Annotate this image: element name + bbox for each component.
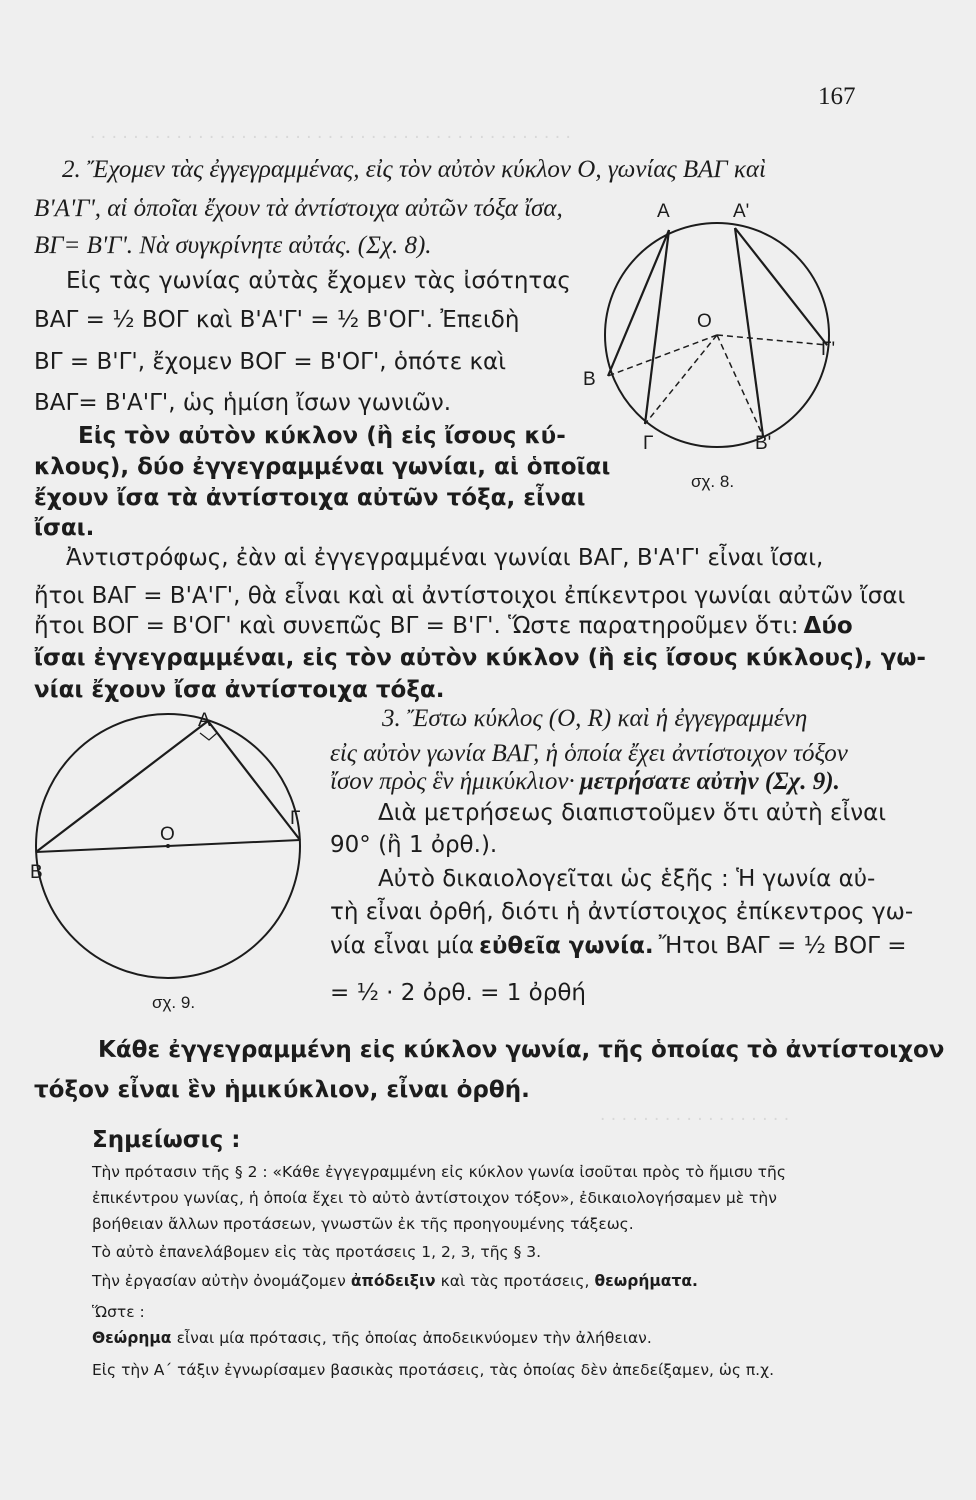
fig8-label-B: Β (583, 369, 596, 390)
remark-para5-mid: καὶ τὰς προτάσεις, (440, 1272, 590, 1290)
theorem2-line3: ἔχουν ἴσα τὰ ἀντίστοιχα αὐτῶν τόξα, εἶναι (34, 485, 586, 511)
figure-9 (28, 712, 328, 1022)
remark-para5 (92, 1271, 698, 1290)
problem2-line2: Β'Α'Γ', αἱ ὁποῖαι ἔχουν τὰ ἀντίστοιχα αὐτῶν τόξα ἴσα, (34, 195, 563, 222)
problem3-line5: 90° (ἢ 1 ὀρθ.). (330, 832, 498, 858)
converse-theorem-line1: ἴσαι ἐγγεγραμμέναι, εἰς τὸν αὐτὸν κύκλον (ἢ εἰς ἴσους κύκλους), γω- (34, 645, 926, 671)
theorem2-line2: κλους), δύο ἐγγεγραμμέναι γωνίαι, αἱ ὁποῖαι (34, 454, 611, 480)
fig8-caption: σχ. 8. (691, 472, 735, 491)
remark-definition-text: εἶναι μία πρότασις, τῆς ὁποίας ἀποδεικνύομεν τὴν ἀλήθειαν. (176, 1329, 652, 1347)
figure-8 (575, 195, 860, 505)
converse-line3-bold: Δύο (803, 613, 853, 639)
remark-para2: ἐπικέντρου γωνίας, ἡ ὁποία ἔχει τὸ αὐτὸ ἀντίστοιχον τόξον», ἐδικαιολογήσαμεν μὲ τὴν (92, 1189, 777, 1207)
converse-theorem-line2: νίαι ἔχουν ἴσα ἀντίστοιχα τόξα. (34, 677, 445, 703)
fig8-label-A: Α (657, 201, 670, 222)
bleed-through-text: · · · · · · · · · · · · · · · · · · · · · · · · · · · · · · · · · · · · · · · · · · · · · (90, 128, 571, 148)
remark-para1: Τὴν πρότασιν τῆς § 2 : «Κάθε ἐγγεγραμμένη εἰς κύκλον γωνία ἰσοῦται πρὸς τὸ ἥμισυ τῆς (92, 1163, 786, 1181)
problem3-line8 (330, 933, 906, 959)
fig9-label-G: Γ (290, 808, 301, 829)
remark-para3: βοήθειαν ἄλλων προτάσεων, γνωστῶν ἐκ τῆς προηγουμένης τάξεως. (92, 1215, 634, 1233)
problem3-line7: τὴ εἶναι ὀρθή, διότι ἡ ἀντίστοιχος ἐπίκεντρος γω- (330, 899, 914, 925)
fig8-radius-OB (608, 335, 717, 376)
bleed-through-text: · · · · · · · · · · · · · · · · · · (600, 1110, 790, 1130)
fig9-chord-AG (208, 721, 300, 840)
fig8-label-G2: Γ' (821, 339, 836, 360)
remark-term-proof: ἀπόδειξιν (350, 1272, 436, 1290)
remark-definition (92, 1328, 652, 1347)
fig8-radius-OG2 (717, 335, 827, 345)
fig8-label-O: Ο (697, 311, 712, 332)
remark-term-theorem: Θεώρημα (92, 1329, 172, 1347)
fig9-label-O: Ο (160, 824, 175, 845)
remark-para8: Εἰς τὴν Α΄ τάξιν ἐγνωρίσαμεν βασικὰς προτάσεις, τὰς ὁποίας δὲν ἀπεδείξαμεν, ὡς π.χ. (92, 1361, 774, 1379)
converse-line3-text: ἤτοι ΒΟΓ = Β'ΟΓ' καὶ συνεπῶς ΒΓ = Β'Γ'. Ὥστε παρατηροῦμεν ὅτι: (34, 613, 799, 639)
problem3-line8-eq: Ἤτοι ΒΑΓ = ½ ΒΟΓ = (658, 933, 907, 959)
problem3-line8-bold: εὐθεῖα γωνία. (479, 933, 654, 959)
problem2-line3: ΒΓ= Β'Γ'. Νὰ συγκρίνητε αὐτάς. (Σχ. 8). (34, 232, 432, 259)
fig8-radius-OG (645, 335, 717, 424)
problem3-line2: εἰς αὐτὸν γωνία ΒΑΓ, ἡ ὁποία ἔχει ἀντίστοιχον τόξον (330, 740, 848, 767)
problem3-line4: Διὰ μετρήσεως διαπιστοῦμεν ὅτι αὐτὴ εἶναι (378, 800, 887, 826)
problem2-equation2: ΒΓ = Β'Γ', ἔχομεν ΒΟΓ = Β'ΟΓ', ὁπότε καὶ (34, 349, 506, 375)
fig9-label-B: Β (30, 862, 43, 883)
problem2-line1: 2. Ἔχομεν τὰς ἐγγεγραμμένας, εἰς τὸν αὐτὸν κύκλον Ο, γωνίας ΒΑΓ καὶ (62, 156, 766, 183)
fig9-caption: σχ. 9. (152, 993, 196, 1012)
converse-line2: ἤτοι ΒΑΓ = Β'Α'Γ', θὰ εἶναι καὶ αἱ ἀντίστοιχοι ἐπίκεντροι γωνίαι αὐτῶν ἴσαι (34, 583, 906, 609)
converse-line3 (34, 613, 853, 639)
theorem2-line4: ἴσαι. (34, 515, 95, 541)
fig8-label-G: Γ (643, 433, 654, 454)
fig9-chord-AB (36, 721, 208, 852)
problem3-line1: 3. Ἔστω κύκλος (Ο, R) καὶ ἡ ἐγγεγραμμένη (382, 705, 808, 732)
problem2-equation1: ΒΑΓ = ½ ΒΟΓ καὶ Β'Α'Γ' = ½ Β'ΟΓ'. Ἐπειδὴ (34, 307, 520, 333)
fig8-label-A2: Α' (733, 201, 750, 222)
problem3-line6: Αὐτὸ δικαιολογεῖται ὡς ἑξῆς : Ἡ γωνία αὐ- (378, 866, 876, 892)
remark-term-theorems: θεωρήματα. (594, 1272, 698, 1290)
problem3-line3-text: ἴσον πρὸς ἓν ἡμικύκλιον· (330, 768, 575, 795)
remark-para4: Τὸ αὐτὸ ἐπανελάβομεν εἰς τὰς προτάσεις 1, 2, 3, τῆς § 3. (92, 1243, 542, 1261)
problem2-equation3: ΒΑΓ= Β'Α'Γ', ὡς ἡμίση ἴσων γωνιῶν. (34, 390, 452, 416)
fig9-right-angle-mark (200, 733, 217, 740)
remark-heading: Σημείωσις : (92, 1127, 241, 1153)
problem3-equation: = ½ · 2 ὀρθ. = 1 ὀρθή (330, 980, 586, 1006)
fig8-label-B2: Β' (755, 433, 772, 454)
converse-line1: Ἀντιστρόφως, ἐὰν αἱ ἐγγεγραμμέναι γωνίαι ΒΑΓ, Β'Α'Γ' εἶναι ἴσαι, (66, 545, 824, 571)
page-number: 167 (818, 83, 856, 110)
theorem3-line1: Κάθε ἐγγεγραμμένη εἰς κύκλον γωνία, τῆς ὁποίας τὸ ἀντίστοιχον (98, 1037, 945, 1063)
fig9-label-A: Α (198, 712, 211, 731)
theorem3-line2: τόξον εἶναι ἓν ἡμικύκλιον, εἶναι ὀρθή. (34, 1077, 530, 1103)
theorem2-line1: Εἰς τὸν αὐτὸν κύκλον (ἢ εἰς ἴσους κύ- (78, 423, 566, 449)
problem3-line3 (330, 768, 840, 796)
problem3-line3-bold: μετρήσατε αὐτὴν (Σχ. 9). (579, 768, 840, 795)
remark-para5-text: Τὴν ἐργασίαν αὐτὴν ὀνομάζομεν (92, 1272, 346, 1290)
problem2-line4: Εἰς τὰς γωνίας αὐτὰς ἔχομεν τὰς ἰσότητας (66, 268, 571, 294)
remark-para6: Ὥστε : (92, 1303, 145, 1321)
problem3-line8-text: νία εἶναι μία (330, 933, 474, 959)
